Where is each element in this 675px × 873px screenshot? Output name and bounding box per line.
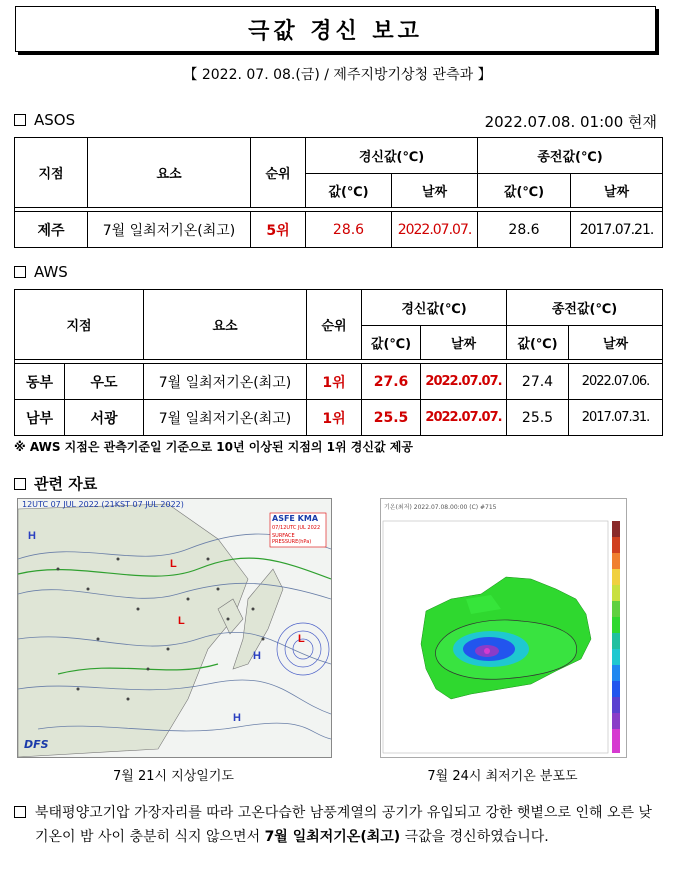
asos-cell-rank: 5위	[251, 212, 306, 248]
checkbox-square-icon	[14, 478, 26, 490]
surface-map-corner-label-2: 07/12UTC JUL 2022	[272, 525, 321, 531]
aws-cell-new-value: 25.5	[362, 400, 421, 436]
asos-section-heading	[14, 111, 75, 129]
asos-header-rank: 순위	[251, 138, 306, 208]
asos-cell-element: 7월 일최저기온(최고)	[88, 212, 251, 248]
aws-cell-prev-date: 2017.07.31.	[569, 400, 663, 436]
min-temp-map-graphic	[381, 499, 626, 757]
asos-table	[14, 137, 663, 248]
min-temp-distribution-map	[380, 498, 627, 758]
aws-header-new-value: 경신값(℃)	[362, 290, 507, 326]
asos-timestamp: 2022.07.08. 01:00 현재	[484, 113, 657, 131]
summary-text-before: 북태평양고기압 가장자리를 따라 고온다습한 남풍계열의 공기가 유입되고 강한 햇볕으로 인해 오른 낮 기온이 밤 사이 충분히 식지 않으면서	[35, 805, 652, 845]
asos-header-new-val: 값(℃)	[306, 174, 392, 208]
aws-cell-element: 7월 일최저기온(최고)	[144, 364, 307, 400]
aws-cell-region: 남부	[15, 400, 65, 436]
asos-cell-prev-date: 2017.07.21.	[571, 212, 663, 248]
svg-text:L: L	[178, 615, 185, 627]
asos-cell-station: 제주	[15, 212, 88, 248]
aws-table	[14, 289, 663, 436]
aws-cell-region: 동부	[15, 364, 65, 400]
aws-cell-element: 7월 일최저기온(최고)	[144, 400, 307, 436]
aws-note: ※ AWS 지점은 관측기준일 기준으로 10년 이상된 지점의 1위 경신값 제공	[14, 440, 413, 454]
table-row	[15, 400, 663, 436]
report-title: 극값 경신 보고	[248, 18, 423, 44]
aws-cell-rank: 1위	[307, 364, 362, 400]
asos-header-prev-date: 날짜	[571, 174, 663, 208]
surface-map-caption: 7월 21시 지상일기도	[113, 769, 234, 784]
svg-text:L: L	[170, 558, 177, 570]
checkbox-square-icon	[14, 114, 26, 126]
aws-header-prev-value: 종전값(℃)	[507, 290, 663, 326]
table-row	[15, 364, 663, 400]
aws-header-element: 요소	[144, 290, 307, 360]
surface-map-brand: DFS	[24, 738, 49, 751]
aws-cell-prev-date: 2022.07.06.	[569, 364, 663, 400]
related-section-heading	[14, 473, 97, 494]
aws-cell-prev-value: 27.4	[507, 364, 569, 400]
asos-header-element: 요소	[88, 138, 251, 208]
aws-header-station: 지점	[15, 290, 144, 360]
aws-header-new-date: 날짜	[421, 326, 507, 360]
related-section-label: 관련 자료	[34, 475, 98, 493]
color-scale-bar	[612, 521, 620, 753]
aws-cell-station: 서광	[65, 400, 144, 436]
aws-cell-new-date: 2022.07.07.	[421, 364, 507, 400]
asos-header-station: 지점	[15, 138, 88, 208]
report-subtitle: 【 2022. 07. 08.(금) / 제주지방기상청 관측과 】	[183, 67, 492, 83]
aws-header-prev-val: 값(℃)	[507, 326, 569, 360]
asos-header-prev-val: 값(℃)	[478, 174, 571, 208]
surface-map-top-label: 12UTC 07 JUL 2022 (21KST 07 JUL 2022)	[22, 500, 184, 509]
asos-cell-new-value: 28.6	[306, 212, 392, 248]
aws-section-label: AWS	[34, 263, 68, 281]
asos-section-label: ASOS	[34, 111, 76, 129]
svg-text:L: L	[298, 633, 305, 645]
svg-text:H: H	[28, 530, 36, 542]
summary-paragraph	[35, 801, 660, 849]
aws-cell-rank: 1위	[307, 400, 362, 436]
asos-header-new-value: 경신값(℃)	[306, 138, 478, 174]
svg-text:H: H	[233, 712, 241, 724]
surface-map-corner-label-1: ASFE KMA	[272, 514, 319, 523]
aws-cell-new-value: 27.6	[362, 364, 421, 400]
aws-header-prev-date: 날짜	[569, 326, 663, 360]
checkbox-square-icon	[14, 266, 26, 278]
aws-cell-station: 우도	[65, 364, 144, 400]
summary-text-bold: 7월 일최저기온(최고)	[264, 829, 401, 845]
asos-header-new-date: 날짜	[392, 174, 478, 208]
checkbox-square-icon	[14, 806, 26, 818]
surface-weather-map	[17, 498, 332, 758]
asos-header-prev-value: 종전값(℃)	[478, 138, 663, 174]
svg-text:H: H	[253, 650, 261, 662]
aws-header-rank: 순위	[307, 290, 362, 360]
report-title-box	[15, 6, 656, 52]
aws-cell-prev-value: 25.5	[507, 400, 569, 436]
table-row	[15, 212, 663, 248]
asos-cell-new-date: 2022.07.07.	[392, 212, 478, 248]
surface-map-corner-label-3: SURFACE PRESSURE(hPa)	[272, 533, 312, 545]
aws-header-new-val: 값(℃)	[362, 326, 421, 360]
aws-section-heading	[14, 263, 68, 281]
min-temp-map-caption: 7월 24시 최저기온 분포도	[427, 769, 578, 784]
aws-cell-new-date: 2022.07.07.	[421, 400, 507, 436]
asos-cell-prev-value: 28.6	[478, 212, 571, 248]
min-temp-map-top-label: 기온(최저) 2022.07.08.00:00 (C) #715	[384, 504, 497, 511]
summary-text-after: 극값을 경신하였습니다.	[400, 829, 549, 845]
